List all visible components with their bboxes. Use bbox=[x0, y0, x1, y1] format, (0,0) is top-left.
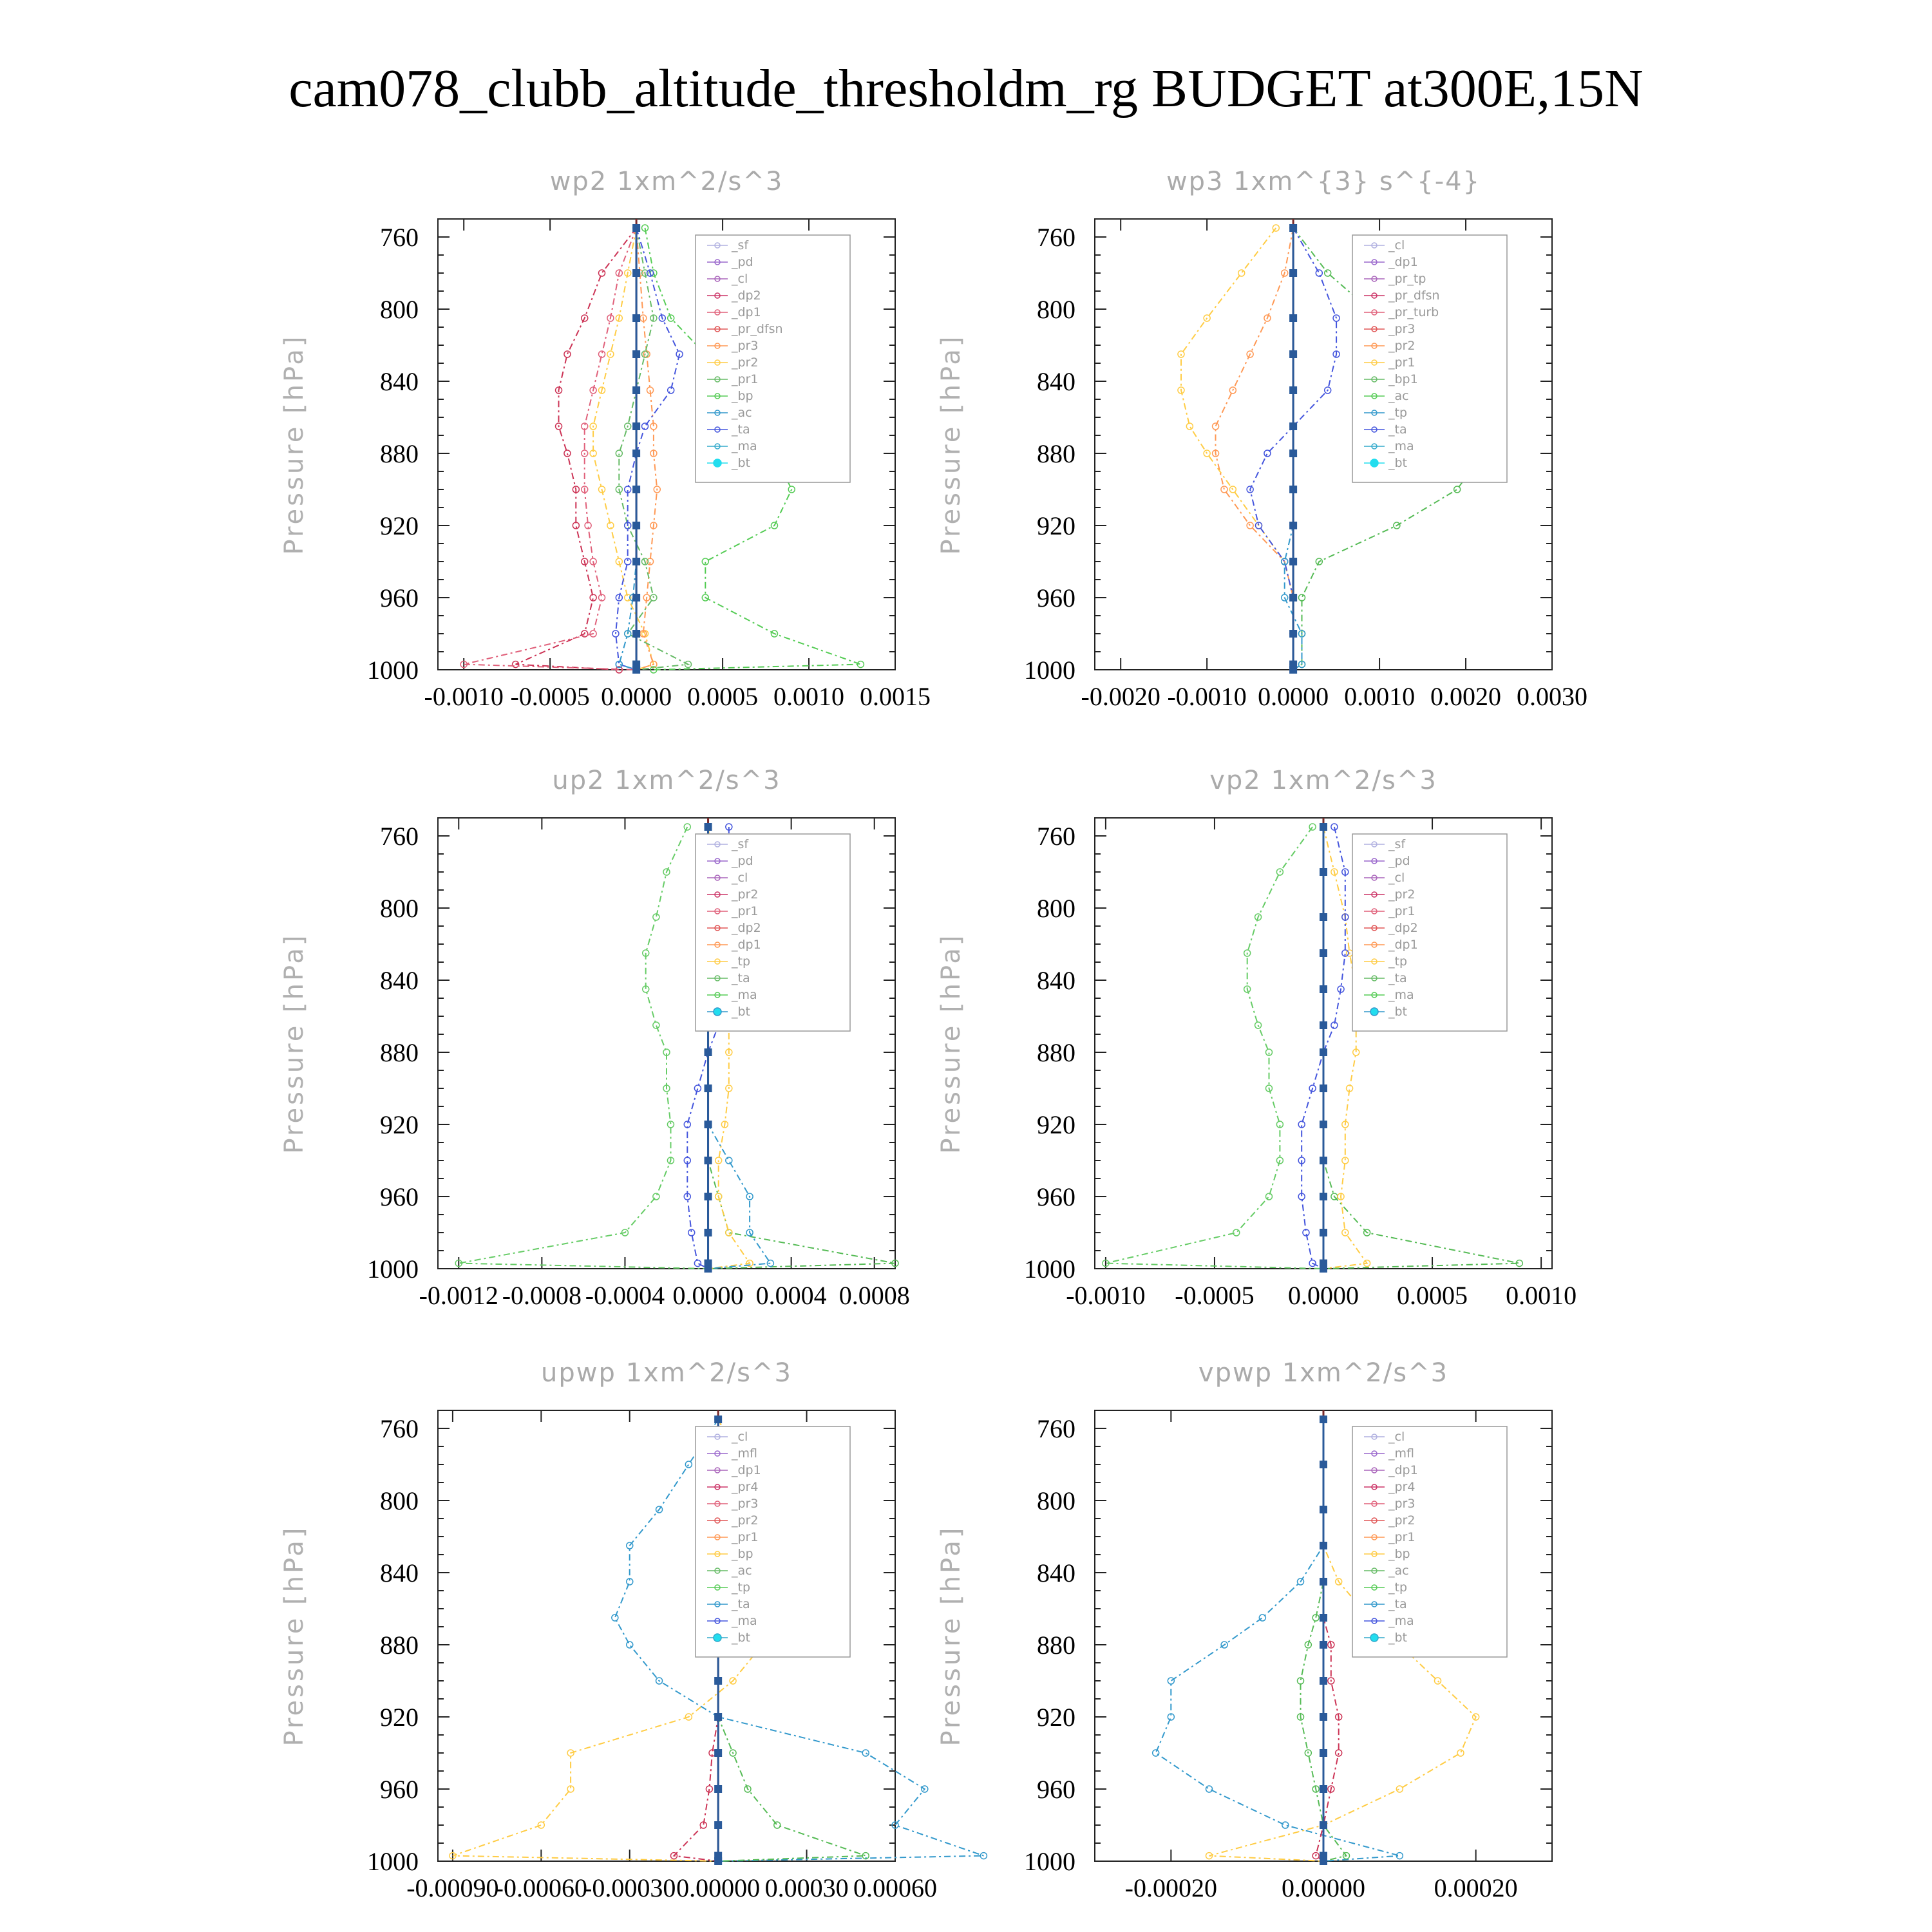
data-point bbox=[632, 350, 640, 358]
data-point bbox=[632, 314, 640, 322]
legend-label: _bt bbox=[732, 1005, 751, 1019]
chart-panel-1 bbox=[936, 167, 1587, 711]
data-point bbox=[714, 1821, 722, 1829]
series-line-dp1 bbox=[1106, 827, 1323, 1269]
series-line-pr3 bbox=[636, 228, 657, 670]
y-tick-label: 800 bbox=[1037, 894, 1075, 923]
y-axis-label: Pressure [hPa] bbox=[936, 334, 966, 555]
x-tick-label: 0.0004 bbox=[755, 1281, 827, 1310]
y-tick-label: 880 bbox=[1037, 1038, 1075, 1067]
legend-label: _ta bbox=[1388, 1597, 1407, 1611]
data-point bbox=[599, 270, 605, 276]
chart-panel-3 bbox=[936, 766, 1577, 1310]
legend-label: _ta bbox=[1388, 971, 1407, 985]
x-tick-label: 0.0000 bbox=[601, 682, 672, 711]
x-tick-label: -0.0010 bbox=[1066, 1281, 1146, 1310]
data-point bbox=[1273, 225, 1279, 231]
data-point bbox=[632, 386, 640, 394]
x-tick-label: -0.0008 bbox=[502, 1281, 582, 1310]
data-point bbox=[1320, 949, 1327, 957]
y-tick-label: 920 bbox=[380, 511, 419, 540]
y-tick-label: 920 bbox=[1037, 1110, 1075, 1139]
x-tick-label: 0.0020 bbox=[1430, 682, 1502, 711]
panel-title: wp3 1xm^{3} s^{-4} bbox=[1166, 167, 1481, 196]
legend-label: _dp1 bbox=[1388, 1463, 1418, 1477]
data-point bbox=[1320, 1193, 1327, 1200]
chart-panel-5 bbox=[936, 1358, 1552, 1902]
y-tick-label: 920 bbox=[380, 1110, 419, 1139]
legend-label: _bp bbox=[732, 1547, 753, 1561]
y-tick-label: 880 bbox=[380, 1038, 419, 1067]
x-tick-label: 0.0015 bbox=[860, 682, 931, 711]
data-point bbox=[1320, 1677, 1327, 1685]
data-point bbox=[714, 1785, 722, 1793]
legend-label: _dp1 bbox=[1388, 938, 1418, 952]
legend-label: _pr_dfsn bbox=[1388, 289, 1440, 303]
data-point bbox=[705, 1048, 712, 1056]
data-point bbox=[857, 661, 864, 668]
legend-label: _ac bbox=[732, 1564, 752, 1578]
legend-box bbox=[1352, 235, 1507, 482]
data-point bbox=[653, 1193, 659, 1200]
data-point bbox=[1320, 823, 1327, 831]
legend-label: _bt bbox=[1388, 1005, 1408, 1019]
x-tick-label: 0.00030 bbox=[764, 1873, 849, 1902]
data-point bbox=[1320, 1749, 1327, 1757]
data-point bbox=[1320, 985, 1327, 993]
legend-label: _pd bbox=[732, 255, 753, 269]
data-point bbox=[632, 594, 640, 601]
data-point bbox=[564, 351, 571, 357]
x-tick-label: 0.0000 bbox=[672, 1281, 744, 1310]
y-tick-label: 960 bbox=[380, 583, 419, 612]
chart-panel-2 bbox=[279, 766, 910, 1310]
legend-label: _ma bbox=[732, 1614, 757, 1628]
legend-label: _pr1 bbox=[1388, 1530, 1416, 1544]
data-point bbox=[1238, 270, 1245, 276]
data-point bbox=[538, 1822, 544, 1828]
chart-panel-0 bbox=[279, 167, 931, 711]
legend-label: _dp1 bbox=[732, 1463, 761, 1477]
y-tick-label: 760 bbox=[380, 223, 419, 252]
data-point bbox=[714, 1713, 722, 1721]
y-tick-label: 800 bbox=[1037, 1486, 1075, 1515]
data-point bbox=[1320, 1713, 1327, 1721]
legend-label: _ac bbox=[1388, 1564, 1409, 1578]
legend-label: _pr1 bbox=[1388, 904, 1416, 918]
data-point bbox=[564, 450, 571, 457]
panels-container bbox=[279, 167, 1587, 1902]
legend-label: _sf bbox=[732, 837, 749, 851]
y-tick-label: 840 bbox=[380, 966, 419, 995]
legend-marker bbox=[714, 1634, 721, 1642]
legend-label: _bt bbox=[1388, 456, 1408, 470]
legend-label: _pd bbox=[1388, 854, 1410, 868]
series-line-dp1 bbox=[464, 228, 636, 670]
data-point bbox=[694, 1260, 701, 1267]
legend-label: _ta bbox=[732, 1597, 750, 1611]
legend-label: _dp2 bbox=[732, 289, 761, 303]
data-point bbox=[632, 666, 640, 674]
legend-label: _tp bbox=[1388, 1580, 1408, 1595]
legend-marker bbox=[714, 459, 721, 467]
data-point bbox=[1289, 450, 1297, 457]
data-point bbox=[685, 1461, 692, 1468]
figure-title: cam078_clubb_altitude_thresholdm_rg BUDGET at300E,15N bbox=[289, 59, 1643, 118]
data-point bbox=[1320, 1229, 1327, 1236]
legend-label: _sf bbox=[1388, 837, 1406, 851]
y-tick-label: 840 bbox=[380, 1558, 419, 1587]
data-point bbox=[1299, 594, 1305, 601]
y-tick-label: 880 bbox=[1037, 439, 1075, 468]
data-point bbox=[632, 422, 640, 430]
data-point bbox=[1396, 1786, 1403, 1792]
series-line-ta bbox=[616, 228, 679, 670]
data-point bbox=[767, 1260, 773, 1267]
data-point bbox=[632, 558, 640, 565]
legend-marker bbox=[714, 1008, 721, 1016]
y-tick-label: 800 bbox=[380, 295, 419, 324]
data-point bbox=[1289, 269, 1297, 277]
x-tick-label: 0.00000 bbox=[676, 1873, 761, 1902]
data-point bbox=[705, 1193, 712, 1200]
data-point bbox=[1320, 1614, 1327, 1622]
y-tick-label: 1000 bbox=[1024, 1847, 1075, 1876]
data-point bbox=[1454, 486, 1461, 493]
data-point bbox=[1320, 1461, 1327, 1468]
legend-label: _pr_dfsn bbox=[732, 322, 783, 336]
panel-title: vpwp 1xm^2/s^3 bbox=[1198, 1358, 1449, 1388]
data-point bbox=[1320, 1021, 1327, 1029]
panel-title: upwp 1xm^2/s^3 bbox=[541, 1358, 792, 1388]
legend-box bbox=[696, 1426, 850, 1657]
data-point bbox=[632, 630, 640, 638]
x-tick-label: 0.0000 bbox=[1288, 1281, 1359, 1310]
y-axis-label: Pressure [hPa] bbox=[936, 933, 966, 1154]
data-point bbox=[1168, 1678, 1174, 1684]
panel-title: vp2 1xm^2/s^3 bbox=[1209, 766, 1437, 795]
data-point bbox=[1320, 1084, 1327, 1092]
y-tick-label: 880 bbox=[1037, 1631, 1075, 1660]
legend-label: _pr3 bbox=[732, 339, 759, 353]
x-tick-label: 0.0005 bbox=[687, 682, 759, 711]
data-point bbox=[612, 1615, 618, 1621]
data-point bbox=[705, 1084, 712, 1092]
data-point bbox=[1289, 422, 1297, 430]
y-tick-label: 840 bbox=[1037, 367, 1075, 396]
data-point bbox=[714, 1416, 722, 1423]
y-tick-label: 920 bbox=[1037, 1703, 1075, 1732]
data-point bbox=[1289, 666, 1297, 674]
x-tick-label: -0.00090 bbox=[406, 1873, 499, 1902]
legend-label: _cl bbox=[732, 871, 748, 885]
legend-label: _mfl bbox=[1388, 1446, 1414, 1461]
series-line-pr2 bbox=[1216, 228, 1294, 670]
legend-label: _tp bbox=[1388, 954, 1408, 969]
y-tick-label: 840 bbox=[380, 367, 419, 396]
y-tick-label: 760 bbox=[1037, 1414, 1075, 1443]
panel-title: up2 1xm^2/s^3 bbox=[552, 766, 781, 795]
x-tick-label: 0.0030 bbox=[1517, 682, 1587, 711]
legend-label: _dp1 bbox=[732, 938, 761, 952]
legend-label: _bp bbox=[1388, 1547, 1410, 1561]
data-point bbox=[642, 423, 649, 430]
x-tick-label: 0.00060 bbox=[853, 1873, 937, 1902]
data-point bbox=[705, 1229, 712, 1236]
legend-label: _bt bbox=[1388, 1631, 1408, 1645]
data-point bbox=[1320, 1121, 1327, 1128]
legend-label: _dp1 bbox=[1388, 255, 1418, 269]
y-axis-label: Pressure [hPa] bbox=[936, 1525, 966, 1747]
y-axis-label: Pressure [hPa] bbox=[279, 1525, 309, 1747]
x-tick-label: -0.00030 bbox=[583, 1873, 676, 1902]
legend-label: _tp bbox=[732, 1580, 751, 1595]
legend-label: _mfl bbox=[732, 1446, 757, 1461]
y-tick-label: 800 bbox=[1037, 295, 1075, 324]
legend-label: _pr1 bbox=[732, 904, 759, 918]
legend-label: _bt bbox=[732, 456, 751, 470]
y-tick-label: 960 bbox=[1037, 1775, 1075, 1804]
data-point bbox=[632, 269, 640, 277]
legend-label: _ta bbox=[1388, 422, 1407, 437]
data-point bbox=[1320, 1157, 1327, 1164]
data-point bbox=[1320, 1265, 1327, 1273]
legend-label: _ta bbox=[732, 971, 750, 985]
legend-label: _sf bbox=[732, 238, 749, 252]
legend-label: _ma bbox=[1388, 988, 1414, 1002]
legend-label: _ma bbox=[732, 988, 757, 1002]
data-point bbox=[1325, 270, 1331, 276]
y-tick-label: 840 bbox=[1037, 1558, 1075, 1587]
legend-label: _dp1 bbox=[732, 305, 761, 319]
y-tick-label: 1000 bbox=[1024, 656, 1075, 685]
legend-label: _pr2 bbox=[1388, 339, 1416, 353]
x-tick-label: -0.0010 bbox=[424, 682, 504, 711]
data-point bbox=[1264, 450, 1271, 457]
series-line-pr1 bbox=[619, 228, 688, 670]
legend-label: _bt bbox=[732, 1631, 751, 1645]
data-point bbox=[1320, 1416, 1327, 1423]
panel-title: wp2 1xm^2/s^3 bbox=[549, 167, 784, 196]
data-point bbox=[1320, 1048, 1327, 1056]
data-point bbox=[1320, 1857, 1327, 1865]
data-point bbox=[1289, 486, 1297, 493]
y-tick-label: 960 bbox=[380, 1775, 419, 1804]
y-axis-label: Pressure [hPa] bbox=[279, 933, 309, 1154]
data-point bbox=[705, 1157, 712, 1164]
data-point bbox=[1320, 1578, 1327, 1586]
chart-panel-4 bbox=[279, 1358, 987, 1902]
legend-label: _pr4 bbox=[1388, 1480, 1416, 1494]
legend-label: _pr2 bbox=[1388, 887, 1416, 902]
y-tick-label: 760 bbox=[1037, 223, 1075, 252]
legend-label: _pr1 bbox=[732, 372, 759, 386]
legend-label: _ma bbox=[1388, 1614, 1414, 1628]
series-line-dp1 bbox=[459, 827, 708, 1269]
data-point bbox=[1320, 1641, 1327, 1649]
x-tick-label: -0.0004 bbox=[585, 1281, 665, 1310]
x-tick-label: 0.0010 bbox=[1344, 682, 1416, 711]
legend-label: _pr1 bbox=[1388, 355, 1416, 370]
data-point bbox=[1289, 224, 1297, 232]
data-point bbox=[1320, 1542, 1327, 1549]
data-point bbox=[714, 1857, 722, 1865]
y-tick-label: 880 bbox=[380, 439, 419, 468]
data-point bbox=[774, 1822, 781, 1828]
legend-marker bbox=[1370, 459, 1378, 467]
series-line-dp1 bbox=[1316, 1419, 1339, 1861]
legend-label: _cl bbox=[1388, 871, 1405, 885]
y-tick-label: 840 bbox=[1037, 966, 1075, 995]
data-point bbox=[1206, 1786, 1213, 1792]
series-line-pr2 bbox=[593, 228, 654, 670]
x-tick-label: -0.00020 bbox=[1124, 1873, 1217, 1902]
series-line-pr1 bbox=[1181, 228, 1293, 670]
data-point bbox=[632, 522, 640, 529]
data-point bbox=[632, 450, 640, 457]
data-point bbox=[1336, 1750, 1342, 1756]
data-point bbox=[1435, 1678, 1441, 1684]
legend-label: _pr4 bbox=[732, 1480, 759, 1494]
legend-label: _pr3 bbox=[1388, 322, 1416, 336]
series-line-ma bbox=[619, 228, 636, 670]
legend-label: _pr2 bbox=[732, 887, 759, 902]
data-point bbox=[705, 1265, 712, 1273]
data-point bbox=[653, 1022, 659, 1028]
y-tick-label: 880 bbox=[380, 1631, 419, 1660]
x-tick-label: -0.0020 bbox=[1081, 682, 1160, 711]
legend-label: _bp bbox=[732, 389, 753, 403]
x-tick-label: 0.00020 bbox=[1434, 1873, 1518, 1902]
data-point bbox=[632, 486, 640, 493]
x-tick-label: -0.0010 bbox=[1167, 682, 1247, 711]
legend-label: _pd bbox=[732, 854, 753, 868]
legend-label: _pr2 bbox=[732, 355, 759, 370]
legend-label: _ta bbox=[732, 422, 750, 437]
data-point bbox=[1265, 1193, 1272, 1200]
legend-label: _tp bbox=[732, 954, 751, 969]
data-point bbox=[632, 224, 640, 232]
y-tick-label: 760 bbox=[380, 822, 419, 851]
y-tick-label: 1000 bbox=[367, 1255, 419, 1283]
y-tick-label: 920 bbox=[380, 1703, 419, 1732]
data-point bbox=[1320, 913, 1327, 921]
x-tick-label: 0.0010 bbox=[1506, 1281, 1577, 1310]
y-tick-label: 1000 bbox=[1024, 1255, 1075, 1283]
legend-label: _dp2 bbox=[732, 921, 761, 935]
data-point bbox=[714, 1749, 722, 1757]
data-point bbox=[1289, 350, 1297, 358]
data-point bbox=[1320, 1785, 1327, 1793]
data-point bbox=[1457, 1750, 1464, 1756]
legend-label: _pr3 bbox=[732, 1497, 759, 1511]
data-point bbox=[1320, 1821, 1327, 1829]
data-point bbox=[1153, 1750, 1159, 1756]
x-tick-label: 0.00000 bbox=[1282, 1873, 1365, 1902]
data-point bbox=[1320, 868, 1327, 876]
y-tick-label: 920 bbox=[1037, 511, 1075, 540]
data-point bbox=[1289, 314, 1297, 322]
x-tick-label: -0.00060 bbox=[495, 1873, 587, 1902]
data-point bbox=[1186, 423, 1193, 430]
data-point bbox=[862, 1750, 869, 1756]
data-point bbox=[714, 1677, 722, 1685]
legend-label: _cl bbox=[732, 1430, 748, 1444]
legend-label: _ac bbox=[1388, 389, 1409, 403]
y-tick-label: 960 bbox=[380, 1182, 419, 1211]
legend-label: _dp2 bbox=[1388, 921, 1418, 935]
x-tick-label: 0.0000 bbox=[1258, 682, 1329, 711]
legend-label: _ma bbox=[732, 439, 757, 453]
x-tick-label: -0.0012 bbox=[419, 1281, 498, 1310]
x-tick-label: -0.0005 bbox=[510, 682, 590, 711]
x-tick-label: 0.0005 bbox=[1397, 1281, 1468, 1310]
y-tick-label: 760 bbox=[380, 1414, 419, 1443]
legend-label: _bp1 bbox=[1388, 372, 1418, 386]
y-tick-label: 800 bbox=[380, 894, 419, 923]
y-tick-label: 1000 bbox=[367, 1847, 419, 1876]
data-point bbox=[1289, 522, 1297, 529]
data-point bbox=[705, 823, 712, 831]
data-point bbox=[1221, 486, 1227, 493]
legend-label: _pr2 bbox=[732, 1513, 759, 1528]
legend-label: _tp bbox=[1388, 406, 1408, 420]
data-point bbox=[627, 1642, 633, 1648]
legend-label: _pr_turb bbox=[1388, 305, 1439, 319]
legend-marker bbox=[1370, 1008, 1378, 1016]
data-point bbox=[1289, 594, 1297, 601]
y-tick-label: 760 bbox=[1037, 822, 1075, 851]
data-point bbox=[705, 1121, 712, 1128]
legend-label: _pr1 bbox=[732, 1530, 759, 1544]
data-point bbox=[1247, 522, 1253, 529]
legend-label: _pr2 bbox=[1388, 1513, 1416, 1528]
legend-box bbox=[696, 235, 850, 482]
legend-label: _cl bbox=[1388, 1430, 1405, 1444]
legend-label: _cl bbox=[1388, 238, 1405, 252]
legend-label: _ac bbox=[732, 406, 752, 420]
x-tick-label: -0.0005 bbox=[1175, 1281, 1255, 1310]
legend-label: _ma bbox=[1388, 439, 1414, 453]
data-point bbox=[1320, 1506, 1327, 1513]
data-point bbox=[1289, 558, 1297, 565]
legend-label: _cl bbox=[732, 272, 748, 286]
legend-label: _pr_tp bbox=[1388, 272, 1426, 286]
y-tick-label: 960 bbox=[1037, 1182, 1075, 1211]
x-tick-label: 0.0010 bbox=[773, 682, 845, 711]
data-point bbox=[726, 1157, 732, 1164]
data-point bbox=[1316, 270, 1322, 276]
legend-label: _pr3 bbox=[1388, 1497, 1416, 1511]
x-tick-label: 0.0008 bbox=[838, 1281, 910, 1310]
y-tick-label: 1000 bbox=[367, 656, 419, 685]
y-tick-label: 800 bbox=[380, 1486, 419, 1515]
y-axis-label: Pressure [hPa] bbox=[279, 334, 309, 555]
data-point bbox=[1259, 1615, 1265, 1621]
data-point bbox=[1213, 423, 1219, 430]
legend-marker bbox=[1370, 1634, 1378, 1642]
data-point bbox=[1289, 630, 1297, 638]
legend-box bbox=[1352, 1426, 1507, 1657]
y-tick-label: 960 bbox=[1037, 583, 1075, 612]
data-point bbox=[1289, 386, 1297, 394]
